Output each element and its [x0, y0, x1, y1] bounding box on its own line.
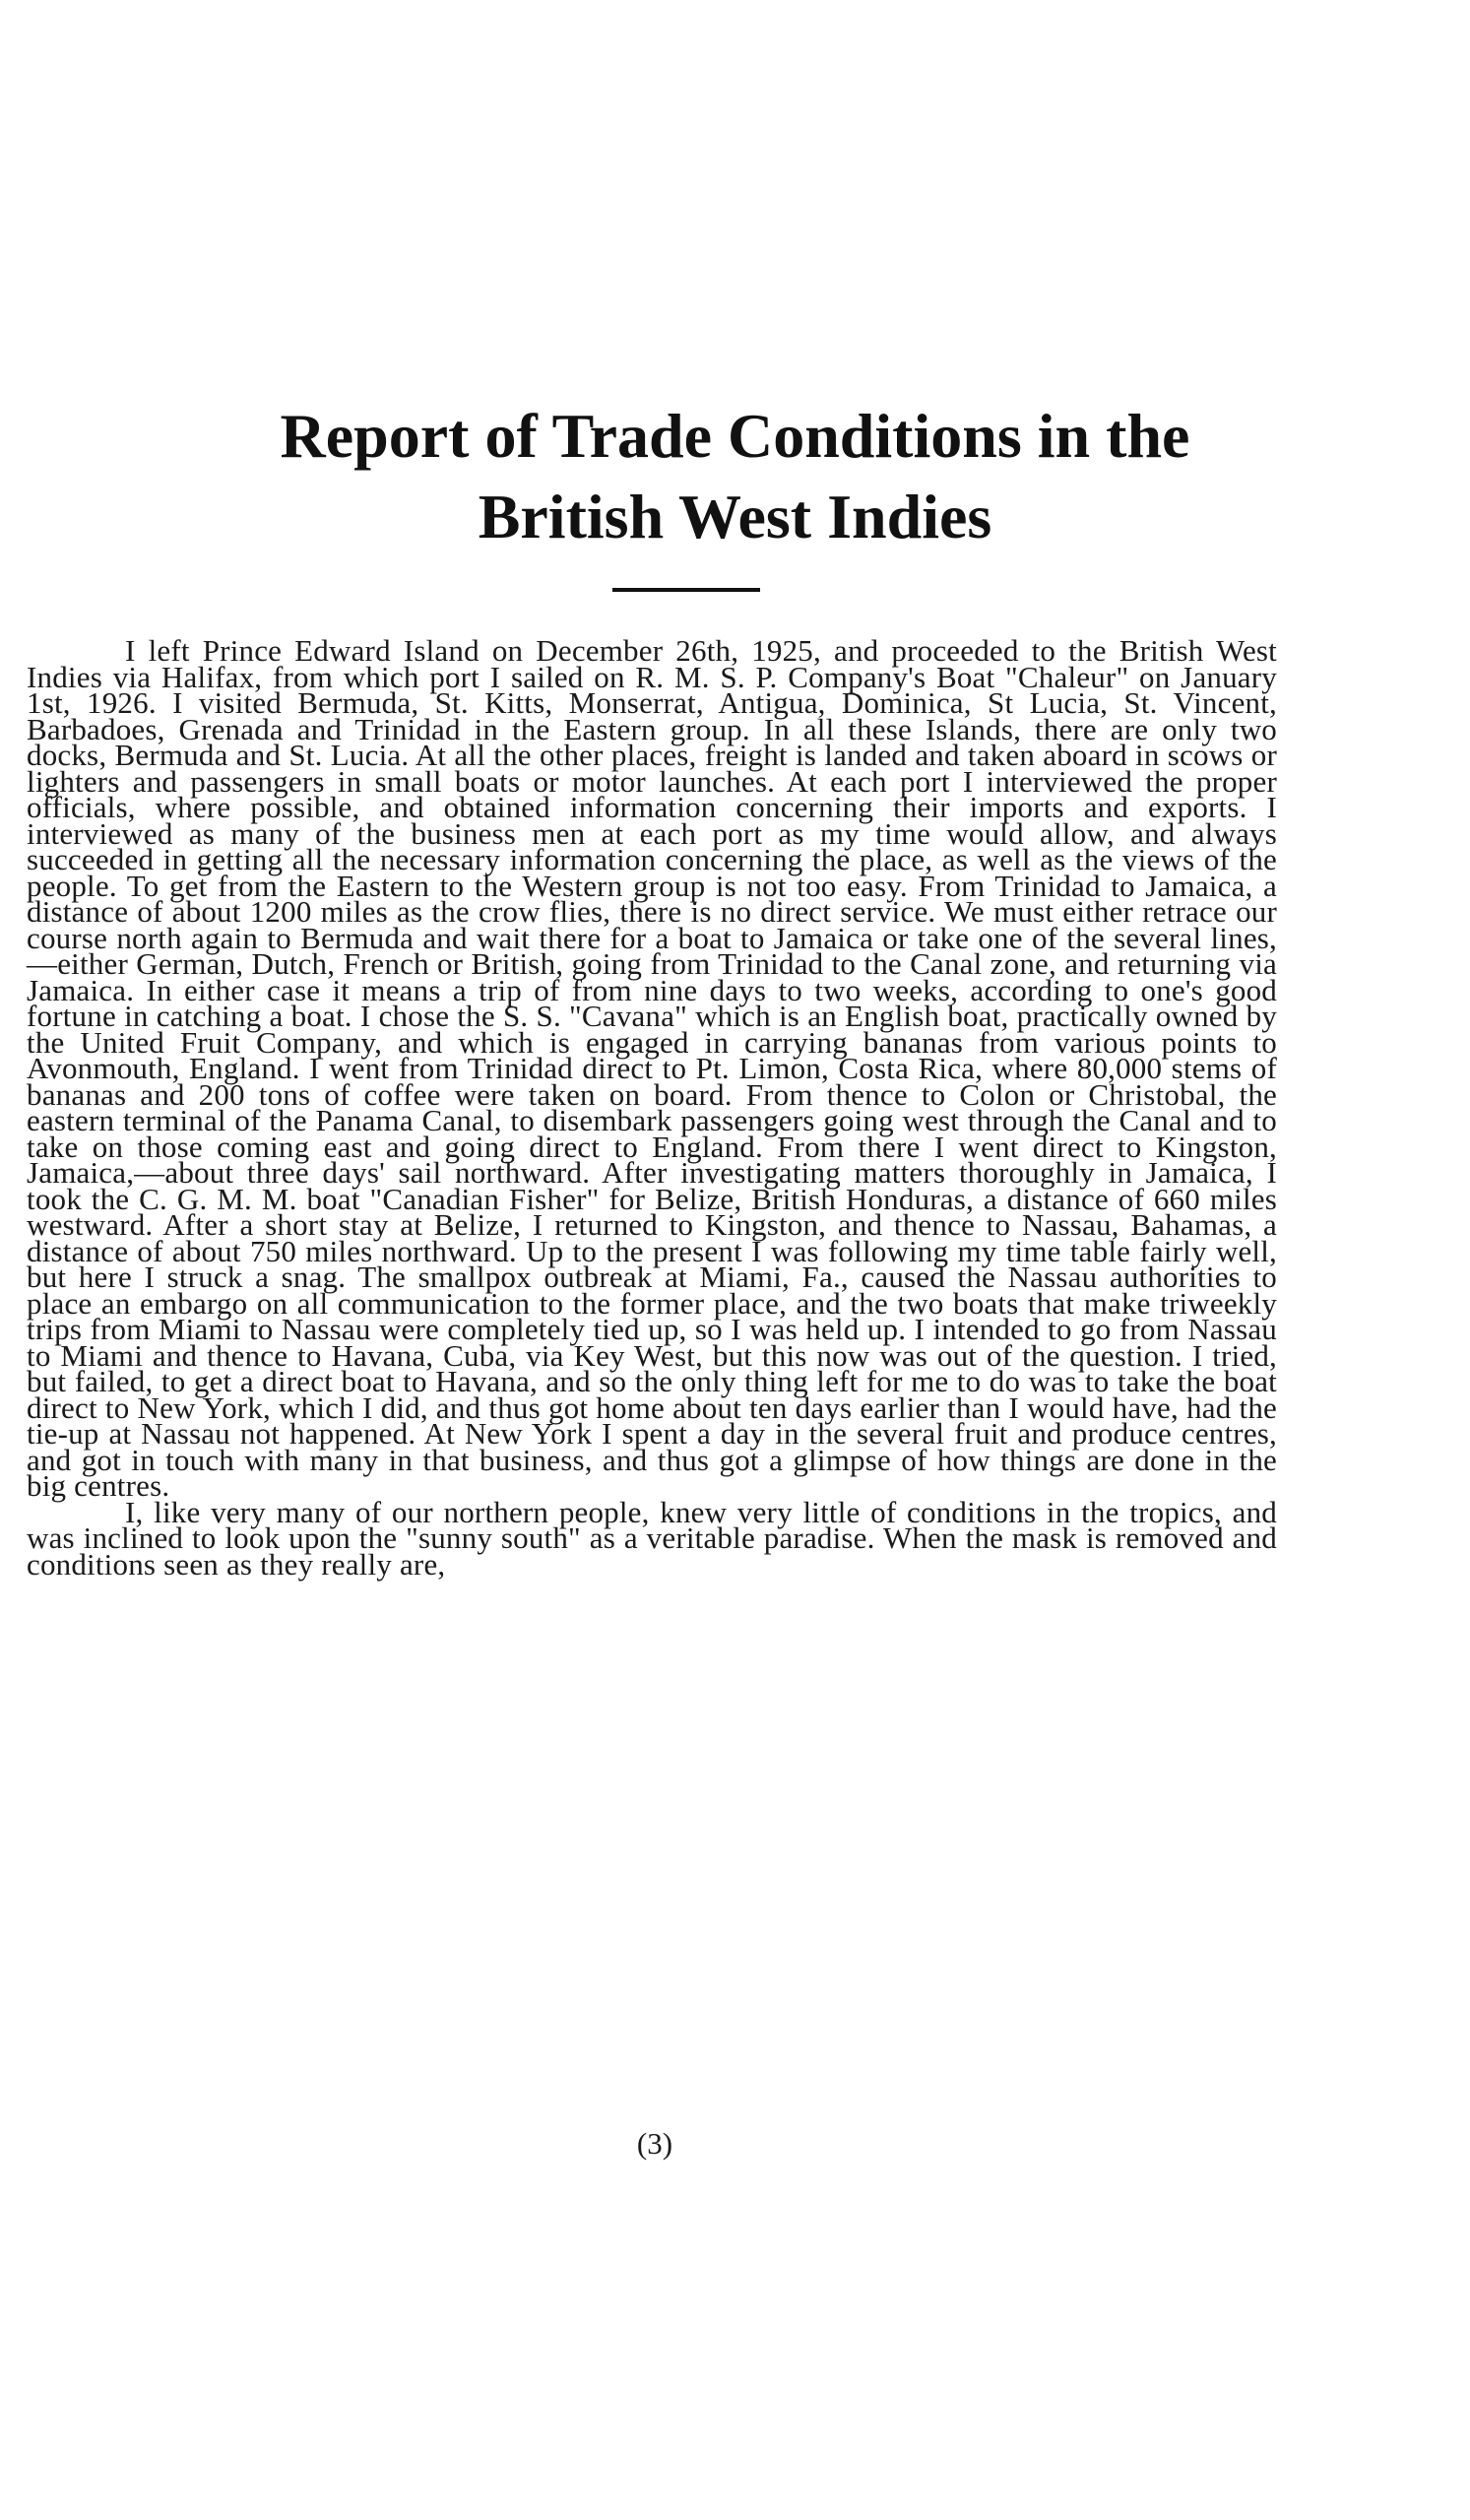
- title-line-2: British West Indies: [478, 482, 992, 551]
- paragraph-1: I left Prince Edward Island on December 26th, 1925, and proceeded to the British West Indies via Halifax, from which port I sailed on R. M. S. P. Company's Boat "Chaleur" on January 1st, 1926. I visited Bermuda, St. Kitts, Monserrat, Antigua, Dominica, St Lucia, St. Vincent, Barbadoes, Grenada and Trinidad in the Eastern group. In all these Islands, there are only two docks, Bermuda and St. Lucia. At all the other places, freight is landed and taken aboard in scows or lighters and passengers in small boats or motor launches. At each port I interviewed the proper officials, where possible, and obtained information concerning their imports and exports. I interviewed as many of the business men at each port as my time would allow, and always succeeded in getting all the necessary information concerning the place, as well as the views of the people. To get from the Eastern to the Western group is not too easy. From Trinidad to Jamaica, a distance of about 1200 miles as the crow flies, there is no direct service. We must either retrace our course north again to Bermuda and wait there for a boat to Jamaica or take one of the several lines,—either German, Dutch, French or British, going from Trinidad to the Canal zone, and returning via Jamaica. In either case it means a trip of from nine days to two weeks, according to one's good fortune in catching a boat. I chose the S. S. "Cavana" which is an English boat, practically owned by the United Fruit Company, and which is engaged in carrying bananas from various points to Avonmouth, England. I went from Trinidad direct to Pt. Limon, Costa Rica, where 80,000 stems of bananas and 200 tons of coffee were taken on board. From thence to Colon or Christobal, the eastern terminal of the Panama Canal, to disembark passengers going west through the Canal and to take on those coming east and going direct to England. From there I went direct to Kingston, Jamaica,—about three days' sail northward. After investigating matters thoroughly in Jamaica, I took the C. G. M. M. boat "Canadian Fisher" for Belize, British Honduras, a distance of 660 miles westward. After a short stay at Belize, I returned to Kingston, and thence to Nassau, Bahamas, a distance of about 750 miles northward. Up to the present I was following my time table fairly well, but here I struck a snag. The smallpox outbreak at Miami, Fa., caused the Nassau authorities to place an embargo on all communication to the former place, and the two boats that make triweekly trips from Miami to Nassau were completely tied up, so I was held up. I intended to go from Nassau to Miami and thence to Havana, Cuba, via Key West, but this now was out of the question. I tried, but failed, to get a direct boat to Havana, and so the only thing left for me to do was to take the boat direct to New York, which I did, and thus got home about ten days earlier than I would have, had the tie-up at Nassau not happened. At New York I spent a day in the several fruit and produce centres, and got in touch with many in that business, and thus got a glimpse of how things are done in the big centres.: [27, 633, 1277, 1503]
- title-divider: [612, 588, 760, 592]
- title-line-1: Report of Trade Conditions in the: [280, 401, 1190, 471]
- paragraph-2: I, like very many of our northern people, knew very little of conditions in the tropics, and was inclined to look upon the "sunny south" as a veritable paradise. When the mask is removed and conditions seen as they really are,: [27, 1494, 1277, 1582]
- page-number: (3): [636, 2126, 673, 2161]
- report-title: [79, 396, 1391, 557]
- report-body: [27, 633, 1277, 1582]
